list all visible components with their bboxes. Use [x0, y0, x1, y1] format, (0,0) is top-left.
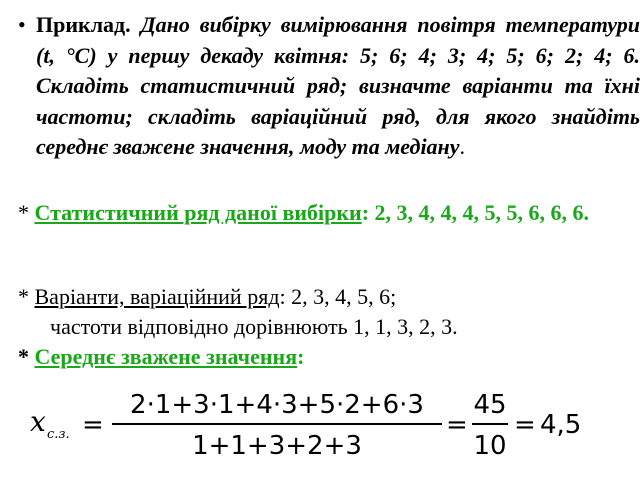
task-statement	[18, 10, 640, 163]
formula-eq3: =	[514, 410, 536, 440]
stat-series-values: 2, 3, 4, 4, 4, 5, 5, 6, 6, 6.	[374, 200, 590, 225]
weighted-mean-label: Середнє зважене значення	[34, 344, 298, 369]
formula-result: 4,5	[540, 410, 582, 440]
variants-values: : 2, 3, 4, 5, 6;	[279, 284, 397, 309]
formula-lhs: x	[30, 405, 46, 438]
mean-colon: :	[297, 344, 305, 369]
task-lead: Приклад.	[36, 12, 131, 37]
weighted-mean-line	[18, 342, 622, 372]
variants-line	[18, 282, 622, 342]
formula-eq1: =	[82, 410, 104, 440]
task-text: Дано вибірку вимірювання повітря температури (t, °С) у першу декаду квітня: 5; 6; 4; 3; 4; 5; 6; 2; 4; 6. Складіть статистичний ряд; визначте варіанти та їхні частоти; складіть варіаційний ряд, для якого знайдіть середнє зважене значення, моду та медіану	[36, 12, 640, 159]
frequencies-text: частоти відповідно дорівнюють 1, 1, 3, 2, 3.	[50, 314, 458, 339]
bullet-icon: •	[18, 12, 26, 37]
formula-eq2: =	[446, 410, 468, 440]
weighted-mean-formula	[30, 383, 610, 463]
formula-lhs-sub: с.з.	[47, 427, 70, 442]
variants-label: Варіанти, варіаційний ряд	[34, 284, 280, 309]
formula-numerator: 2·1+3·1+4·3+5·2+6·3	[130, 390, 424, 420]
variants-star: *	[18, 284, 29, 309]
formula-frac-den: 10	[473, 431, 507, 461]
stat-series-label: Статистичний ряд даної вибірки	[34, 200, 362, 225]
stat-series-line	[18, 198, 622, 228]
mean-star: *	[18, 344, 29, 369]
formula-frac-num: 45	[473, 390, 507, 420]
task-end: .	[459, 134, 466, 159]
formula-denominator: 1+1+3+2+3	[192, 431, 362, 461]
stat-star: *	[18, 200, 29, 225]
stat-colon: :	[361, 200, 370, 225]
